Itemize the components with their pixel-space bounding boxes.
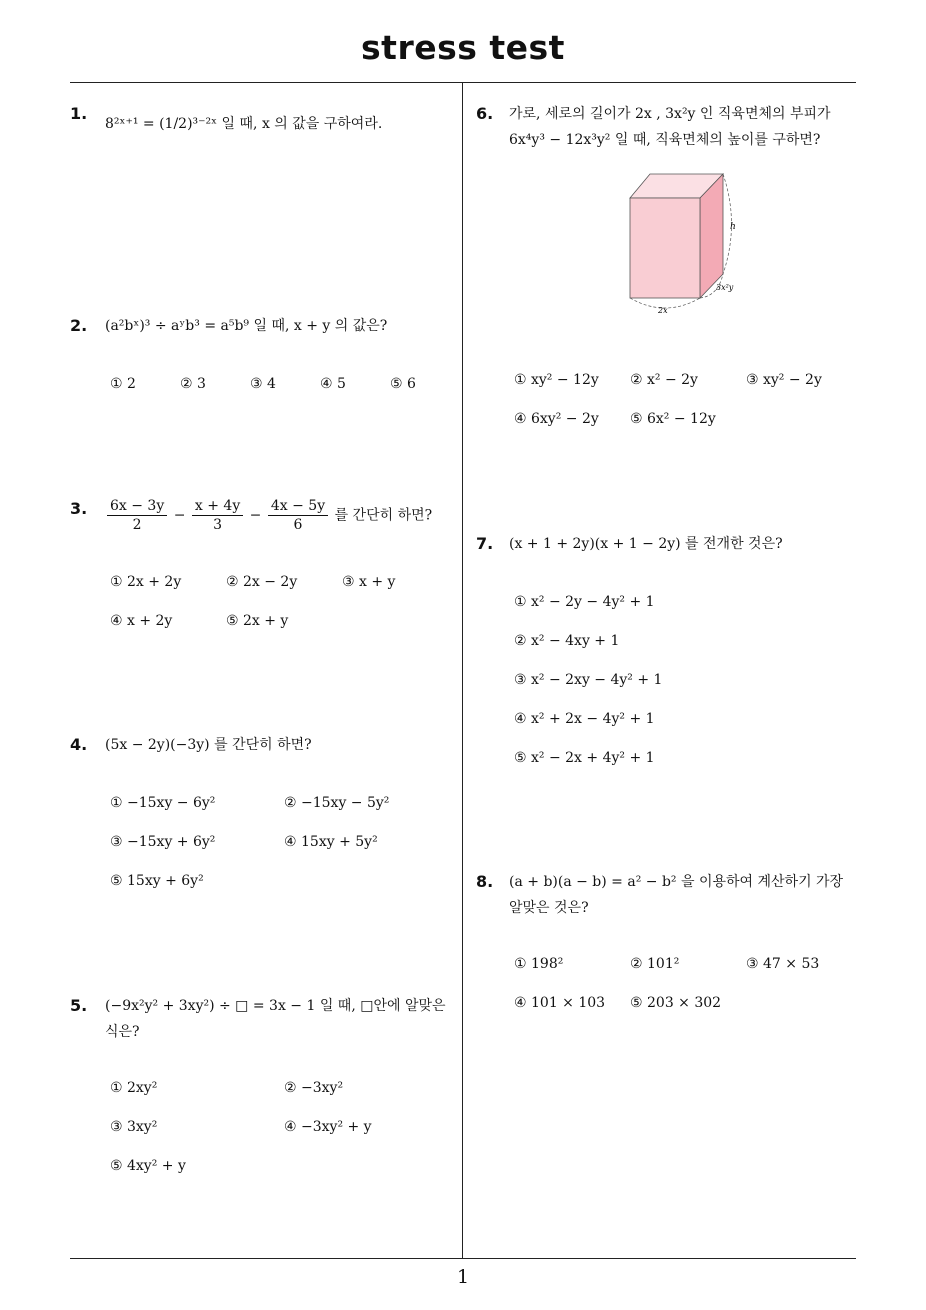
answer-option[interactable]: ① 2 — [110, 376, 136, 392]
fraction: $\frac{6x - 3y}{2}$ — [107, 497, 167, 534]
answer-option[interactable]: ① −15xy − 6y² — [110, 795, 216, 811]
answer-option[interactable]: ② 101² — [630, 956, 680, 972]
page-title: stress test — [361, 28, 565, 67]
question-text: 일 때, x 의 값을 구하여라. — [221, 116, 383, 132]
answer-option[interactable]: ④ x² + 2x − 4y² + 1 — [514, 711, 655, 727]
answer-option[interactable]: ③ xy² − 2y — [746, 372, 822, 388]
answer-option[interactable]: ③ x + y — [342, 574, 396, 590]
answer-option[interactable]: ③ x² − 2xy − 4y² + 1 — [514, 672, 663, 688]
answer-option[interactable]: ④ 5 — [320, 376, 346, 392]
question-text-line2: 식은? — [105, 1024, 140, 1040]
answer-option[interactable]: ④ 6xy² − 2y — [514, 411, 599, 427]
answer-option[interactable]: ⑤ 203 × 302 — [630, 995, 722, 1011]
question-text: (a + b)(a − b) = a² − b² 을 이용하여 계산하기 가장 — [509, 874, 844, 890]
answer-option[interactable]: ② 2x − 2y — [226, 574, 298, 590]
fraction: $\frac{4x - 5y}{6}$ — [268, 497, 328, 534]
answer-option[interactable]: ⑤ 2x + y — [226, 613, 289, 629]
answer-option[interactable]: ① xy² − 12y — [514, 372, 599, 388]
question-text: (x + 1 + 2y)(x + 1 − 2y) 를 전개한 것은? — [509, 536, 783, 552]
bottom-divider — [70, 1258, 856, 1259]
question-text: 를 간단히 하면? — [334, 507, 433, 524]
fraction: $\frac{x + 4y}{3}$ — [192, 497, 243, 534]
answer-option[interactable]: ④ x + 2y — [110, 613, 173, 629]
question-number: 5. — [70, 996, 88, 1015]
question-number: 2. — [70, 316, 88, 335]
question-number: 6. — [476, 104, 494, 123]
question-expression: 8²ˣ⁺¹ = (1/2)³⁻²ˣ 일 때, x 의 값을 구하여라. — [105, 116, 383, 132]
column-divider — [462, 83, 463, 1258]
question-number: 7. — [476, 534, 494, 553]
depth-label: 3x²y — [716, 283, 734, 292]
answer-option[interactable]: ④ −3xy² + y — [284, 1119, 372, 1135]
height-label: h — [730, 222, 736, 232]
question-text-line2: 알맞은 것은? — [509, 900, 589, 916]
answer-option[interactable]: ① 2xy² — [110, 1080, 158, 1096]
question-expression: $\frac{6x - 3y}{2}$ − $\frac{x + 4y}{3}$ − $\frac{4x - 5y}{6}$ 를 간단히 하면? — [105, 497, 432, 534]
answer-option[interactable]: ④ 101 × 103 — [514, 995, 606, 1011]
question-text: (5x − 2y)(−3y) 를 간단히 하면? — [105, 737, 312, 753]
question-text: (−9x²y² + 3xy²) ÷ □ = 3x − 1 일 때, □안에 알맞은 — [105, 998, 446, 1014]
page-number: 1 — [456, 1266, 470, 1288]
question-number: 4. — [70, 735, 88, 754]
question-text: (a²bˣ)³ ÷ aʸb³ = a⁵b⁹ 일 때, x + y 의 값은? — [105, 318, 388, 334]
width-label: 2x — [658, 306, 668, 315]
answer-option[interactable]: ④ 15xy + 5y² — [284, 834, 378, 850]
answer-option[interactable]: ⑤ x² − 2x + 4y² + 1 — [514, 750, 655, 766]
question-text-line2: 6x⁴y³ − 12x³y² 일 때, 직육면체의 높이를 구하면? — [509, 132, 821, 148]
answer-option[interactable]: ① x² − 2y − 4y² + 1 — [514, 594, 655, 610]
question-number: 3. — [70, 499, 88, 518]
answer-option[interactable]: ③ −15xy + 6y² — [110, 834, 216, 850]
question-text: 가로, 세로의 길이가 2x , 3x²y 인 직육면체의 부피가 — [509, 106, 831, 122]
answer-option[interactable]: ② −15xy − 5y² — [284, 795, 390, 811]
question-number: 8. — [476, 872, 494, 891]
box-figure — [620, 168, 750, 318]
box-front-face — [630, 198, 700, 298]
answer-option[interactable]: ⑤ 4xy² + y — [110, 1158, 186, 1174]
answer-option[interactable]: ③ 4 — [250, 376, 276, 392]
answer-option[interactable]: ① 2x + 2y — [110, 574, 182, 590]
answer-option[interactable]: ② x² − 4xy + 1 — [514, 633, 620, 649]
answer-option[interactable]: ② 3 — [180, 376, 206, 392]
answer-option[interactable]: ② −3xy² — [284, 1080, 344, 1096]
top-divider — [70, 82, 856, 83]
answer-option[interactable]: ⑤ 6x² − 12y — [630, 411, 716, 427]
answer-option[interactable]: ⑤ 15xy + 6y² — [110, 873, 204, 889]
answer-option[interactable]: ① 198² — [514, 956, 564, 972]
answer-option[interactable]: ③ 3xy² — [110, 1119, 158, 1135]
answer-option[interactable]: ⑤ 6 — [390, 376, 416, 392]
answer-option[interactable]: ② x² − 2y — [630, 372, 698, 388]
answer-option[interactable]: ③ 47 × 53 — [746, 956, 820, 972]
question-number: 1. — [70, 104, 88, 123]
